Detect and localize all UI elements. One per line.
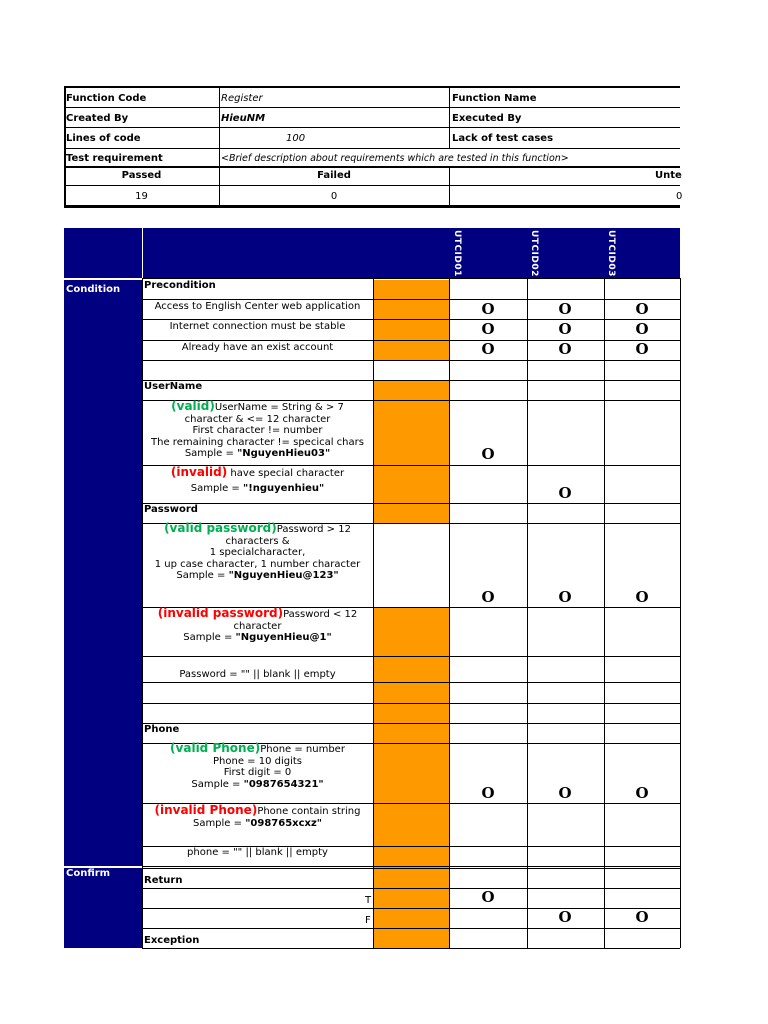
failed-value: 0 xyxy=(330,191,338,202)
precondition-item-2: Internet connection must be stable xyxy=(169,321,346,332)
precondition-item-3: Already have an exist account xyxy=(181,342,334,353)
username-valid-line2: character & <= 12 character xyxy=(184,413,331,425)
test-mark: O xyxy=(635,908,649,926)
grid-hline xyxy=(142,723,680,724)
username-invalid-text: have special character xyxy=(227,468,345,479)
password-invalid-line1: Password < 12 xyxy=(283,609,358,620)
phone-invalid-block xyxy=(142,804,373,830)
password-valid-sample: "NguyenHieu@123" xyxy=(228,570,339,581)
phone-valid-line1: Phone = number xyxy=(260,744,345,755)
failed-label: Failed xyxy=(317,170,351,181)
condition-label: Condition xyxy=(66,284,121,295)
grid-hline xyxy=(142,278,680,279)
password-valid-tag: (valid password) xyxy=(164,521,277,535)
lines-of-code-label: Lines of code xyxy=(66,133,141,144)
username-title: UserName xyxy=(144,381,203,392)
password-valid-sample-prefix: Sample = xyxy=(176,570,229,581)
grid-hline xyxy=(142,888,680,889)
grid-hline xyxy=(142,682,680,683)
username-valid-block xyxy=(142,401,373,460)
grid-hline xyxy=(142,868,680,869)
test-mark: O xyxy=(635,320,649,338)
grid-vline xyxy=(449,278,450,948)
username-invalid-block xyxy=(142,465,373,496)
header-table xyxy=(64,86,683,208)
test-mark: O xyxy=(635,340,649,358)
phone-invalid-sample: "098765xcxz" xyxy=(245,818,323,829)
username-invalid-sample: "!nguyenhieu" xyxy=(242,483,325,494)
username-invalid-tag: (invalid) xyxy=(170,465,228,479)
test-mark: O xyxy=(558,784,572,802)
password-invalid-sample: "NguyenHieu@1" xyxy=(235,632,332,643)
phone-invalid-line1: Phone contain string xyxy=(257,806,361,817)
created-by-label: Created By xyxy=(66,113,129,124)
test-mark: O xyxy=(481,588,495,606)
password-valid-line2: characters & xyxy=(225,535,290,547)
test-mark: O xyxy=(481,784,495,802)
test-mark: O xyxy=(558,484,572,502)
matrix-header-band xyxy=(64,228,680,278)
password-valid-line1: Password > 12 xyxy=(276,524,351,535)
password-empty-text: Password = "" || blank || empty xyxy=(179,669,336,680)
passed-label: Passed xyxy=(121,170,162,181)
function-code-value: Register xyxy=(221,93,263,104)
test-mark: O xyxy=(481,340,495,358)
untested-label: Unte xyxy=(655,170,682,181)
precondition-item-1: Access to English Center web application xyxy=(154,301,361,312)
function-code-label: Function Code xyxy=(66,93,147,104)
grid-hline xyxy=(142,866,680,867)
test-mark: O xyxy=(558,320,572,338)
orange-column-b xyxy=(373,380,449,523)
password-valid-line3: 1 specialcharacter, xyxy=(209,547,306,558)
grid-vline xyxy=(527,278,528,948)
test-mark: O xyxy=(635,588,649,606)
confirm-band xyxy=(64,868,142,948)
function-name-label: Function Name xyxy=(452,93,537,104)
username-valid-line1: UserName = String & > 7 xyxy=(214,402,344,413)
test-mark: O xyxy=(481,888,495,906)
test-mark: O xyxy=(635,300,649,318)
condition-band xyxy=(64,280,142,866)
phone-invalid-sample-prefix: Sample = xyxy=(192,818,246,829)
return-false-label: F xyxy=(365,915,371,926)
confirm-label: Confirm xyxy=(66,868,111,879)
phone-valid-tag: (valid Phone) xyxy=(170,741,261,755)
grid-hline xyxy=(142,703,680,704)
test-mark: O xyxy=(481,320,495,338)
orange-column-c xyxy=(373,607,449,948)
test-mark: O xyxy=(558,908,572,926)
phone-valid-sample-prefix: Sample = xyxy=(191,778,244,790)
grid-hline xyxy=(142,380,680,381)
phone-valid-line3: First digit = 0 xyxy=(223,767,292,778)
password-invalid-block xyxy=(142,608,373,644)
lines-of-code-value: 100 xyxy=(286,133,306,144)
test-mark: O xyxy=(481,445,495,463)
lack-of-test-cases-label: Lack of test cases xyxy=(452,133,554,144)
precondition-title: Precondition xyxy=(144,280,216,291)
grid-hline xyxy=(142,503,680,504)
grid-vline xyxy=(680,278,681,948)
phone-valid-block xyxy=(142,743,373,790)
column-header-utcid01: UTCID01 xyxy=(452,230,462,277)
column-header-utcid03: UTCID03 xyxy=(606,230,616,277)
test-mark: O xyxy=(558,340,572,358)
test-requirement-value: <Brief description about requirements which are tested in this function> xyxy=(221,153,569,164)
test-mark: O xyxy=(635,784,649,802)
grid-hline xyxy=(142,948,680,949)
phone-empty-text: phone = "" || blank || empty xyxy=(187,847,328,858)
phone-valid-line2: Phone = 10 digits xyxy=(213,755,302,767)
grid-vline xyxy=(604,278,605,948)
grid-hline xyxy=(142,656,680,657)
grid-hline xyxy=(142,360,680,361)
grid-vline xyxy=(373,278,374,948)
grid-hline xyxy=(142,928,680,929)
passed-value: 19 xyxy=(135,191,148,202)
created-by-value: HieuNM xyxy=(221,113,266,124)
return-true-label: T xyxy=(365,895,372,906)
username-valid-line4: The remaining character != specical chars xyxy=(151,436,364,448)
username-valid-line3: First character != number xyxy=(192,425,323,436)
username-valid-sample: "NguyenHieu03" xyxy=(237,448,331,459)
password-valid-line4: 1 up case character, 1 number character xyxy=(154,558,361,570)
password-valid-block xyxy=(142,523,373,582)
password-invalid-line2: character xyxy=(233,620,282,632)
username-invalid-sample-prefix: Sample = xyxy=(190,483,243,494)
test-mark: O xyxy=(558,300,572,318)
test-requirement-label: Test requirement xyxy=(66,153,163,164)
untested-value: 0 xyxy=(676,191,683,202)
test-mark: O xyxy=(558,588,572,606)
orange-column-a xyxy=(373,280,449,360)
phone-title: Phone xyxy=(144,724,180,735)
password-title: Password xyxy=(144,504,198,515)
column-header-utcid02: UTCID02 xyxy=(529,230,539,277)
phone-invalid-tag: (invalid Phone) xyxy=(154,803,258,817)
exception-title: Exception xyxy=(144,935,200,946)
username-valid-tag: (valid) xyxy=(171,399,215,413)
phone-valid-sample: "0987654321" xyxy=(243,778,324,790)
password-invalid-sample-prefix: Sample = xyxy=(183,632,236,643)
executed-by-label: Executed By xyxy=(452,113,522,124)
username-valid-sample-prefix: Sample = xyxy=(184,448,238,459)
test-mark: O xyxy=(481,300,495,318)
return-title: Return xyxy=(144,875,183,886)
password-invalid-tag: (invalid password) xyxy=(157,606,284,620)
